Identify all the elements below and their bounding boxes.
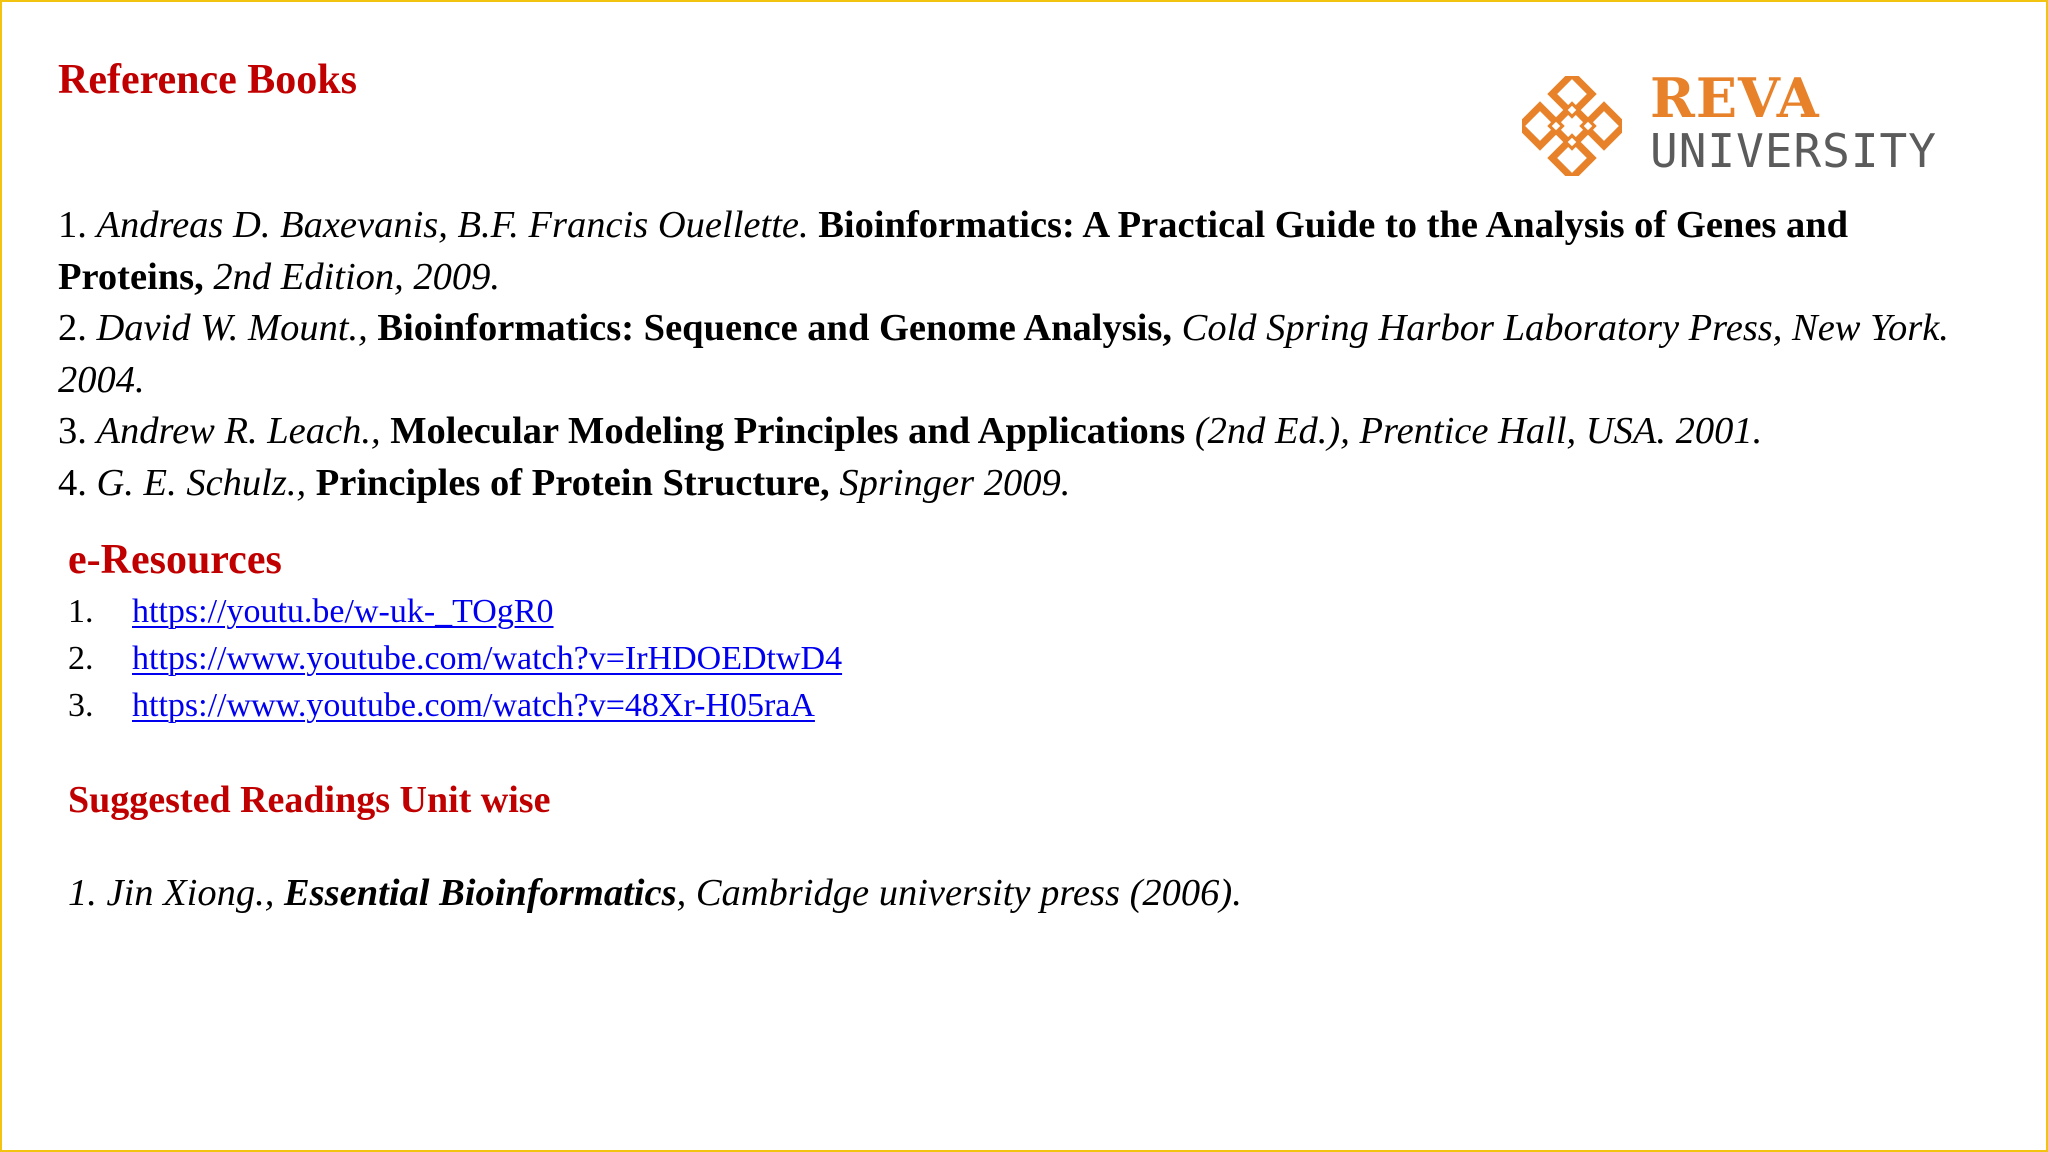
reference-number: 1. — [58, 204, 87, 246]
reference-book-item — [58, 458, 1998, 510]
suggested-reading-item — [68, 867, 1242, 919]
e-resource-link[interactable]: https://youtu.be/w-uk-_TOgR0 — [132, 593, 554, 630]
reference-book-item — [58, 303, 1998, 406]
e-resource-link[interactable]: https://www.youtube.com/watch?v=IrHDOEDtwD4 — [132, 640, 843, 677]
e-resource-number: 1. — [68, 593, 94, 630]
suggested-reading-prefix: 1. Jin Xiong., — [68, 871, 275, 914]
reference-book-item — [58, 200, 1998, 303]
e-resource-number: 2. — [68, 640, 94, 677]
e-resources-list — [68, 588, 842, 729]
suggested-reading-title: Essential Bioinformatics — [284, 871, 677, 914]
reva-university-logo — [1522, 66, 1992, 180]
reference-number: 2. — [58, 307, 87, 349]
suggested-reading-details: , Cambridge university press (2006). — [676, 871, 1242, 914]
reference-details: Springer 2009. — [839, 461, 1071, 504]
e-resources-heading: e-Resources — [68, 537, 282, 583]
reference-details: 2nd Edition, 2009. — [213, 255, 501, 298]
e-resource-item — [68, 588, 842, 635]
e-resource-item — [68, 682, 842, 729]
reference-book-item — [58, 406, 1998, 458]
reference-books-heading: Reference Books — [58, 57, 357, 103]
endless-knot-icon — [1522, 76, 1622, 176]
suggested-readings-heading: Suggested Readings Unit wise — [68, 779, 551, 821]
e-resource-number: 3. — [68, 687, 94, 724]
reference-title: Bioinformatics: A Practical Guide to the Analysis of Genes and Proteins, — [58, 204, 1849, 298]
reference-authors: Andreas D. Baxevanis, B.F. Francis Ouellette. — [96, 204, 809, 246]
reference-title: Principles of Protein Structure, — [315, 461, 830, 504]
reference-authors: Andrew R. Leach., — [96, 410, 381, 452]
reference-authors: David W. Mount., — [96, 307, 368, 349]
reference-number: 3. — [58, 410, 87, 452]
logo-brand-primary: REVA — [1650, 66, 1820, 130]
e-resource-item — [68, 635, 842, 682]
reference-title: Molecular Modeling Principles and Applications — [390, 410, 1186, 452]
reference-authors: G. E. Schulz., — [96, 461, 307, 504]
reference-books-list — [58, 200, 1998, 509]
reference-title: Bioinformatics: Sequence and Genome Analysis, — [377, 307, 1173, 349]
logo-brand-secondary: UNIVERSITY — [1650, 124, 1937, 178]
reference-details: Cold Spring Harbor Laboratory Press, New York. 2004. — [58, 307, 1949, 401]
reference-number: 4. — [58, 461, 87, 504]
logo-wordmark — [1650, 66, 1937, 178]
e-resource-link[interactable]: https://www.youtube.com/watch?v=48Xr-H05raA — [132, 687, 815, 724]
reference-details: (2nd Ed.), Prentice Hall, USA. 2001. — [1194, 410, 1763, 452]
